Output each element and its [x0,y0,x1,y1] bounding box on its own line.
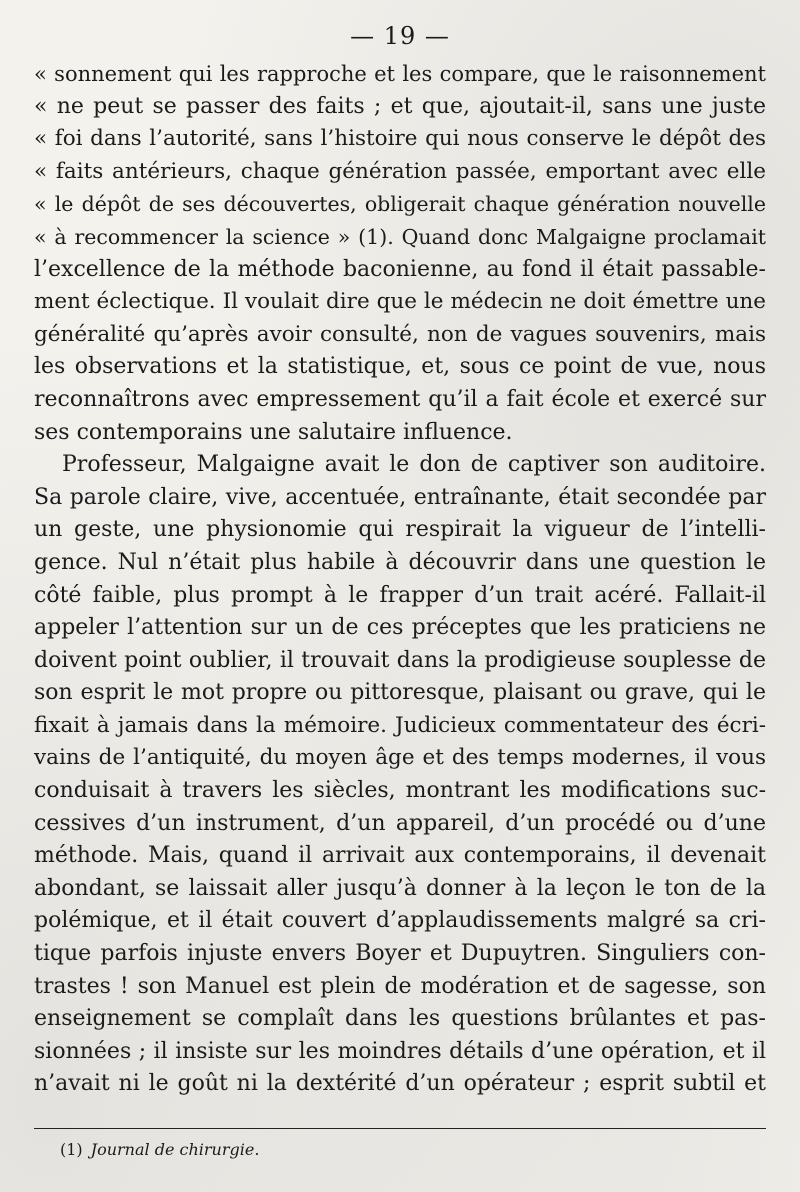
text-line: « le dépôt de ses découvertes, obligerait chaque génération nouvelle [34,192,766,217]
text-line: ses contemporains une salutaire influence. [34,419,513,445]
text-line: les observations et la statistique, et, sous ce point de vue, nous [34,354,766,380]
text-line: n’avait ni le goût ni la dextérité d’un opérateur ; esprit subtil et [34,1071,766,1097]
footnote-divider [34,1128,766,1129]
text-line: son esprit le mot propre ou pittoresque, plaisant ou grave, qui le [34,680,766,706]
text-line: doivent point oublier, il trouvait dans la prodigieuse souplesse de [34,647,766,673]
text-line: gence. Nul n’était plus habile à découvrir dans une question le [34,549,766,575]
text-line: sionnées ; il insiste sur les moindres détails d’une opération, et il [34,1038,766,1064]
text-line: trastes ! son Manuel est plein de modération et de sagesse, son [34,973,766,999]
text-line: un geste, une physionomie qui respirait la vigueur de l’intelli- [34,517,766,543]
text-line: enseignement se complaît dans les questions brûlantes et pas- [34,1006,766,1032]
text-line: cessives d’un instrument, d’un appareil, d’un procédé ou d’une [34,810,766,836]
footnote-text: Journal de chirurgie. [90,1140,260,1159]
footnote-ref: (1) [60,1140,83,1159]
text-line: « à recommencer la science » (1). Quand donc Malgaigne proclamait [34,224,766,249]
paragraph-2 [34,449,766,1101]
text-line: reconnaîtrons avec empressement qu’il a fait école et exercé sur [34,386,766,412]
body-text [34,58,766,1101]
paragraph-1 [34,58,766,449]
text-line: abondant, se laissait aller jusqu’à donner à la leçon le ton de la [34,875,766,901]
page-number: — 19 — [350,22,450,50]
text-line: l’excellence de la méthode baconienne, au fond il était passable- [34,256,766,282]
text-line: appeler l’attention sur un de ces préceptes que les praticiens ne [34,615,766,641]
text-line: généralité qu’après avoir consulté, non de vagues souvenirs, mais [34,321,766,347]
text-line: côté faible, plus prompt à le frapper d’un trait acéré. Fallait-il [34,582,766,608]
text-line: « foi dans l’autorité, sans l’histoire qui nous conserve le dépôt des [34,126,766,152]
text-line: Sa parole claire, vive, accentuée, entraînante, était secondée par [34,484,766,510]
text-line: conduisait à travers les siècles, montrant les modifications suc- [34,778,766,804]
text-line: « faits antérieurs, chaque génération passée, emportant avec elle [34,158,766,184]
text-line: méthode. Mais, quand il arrivait aux contemporains, il devenait [34,843,766,869]
text-line: « ne peut se passer des faits ; et que, ajoutait-il, sans une juste [34,93,766,119]
text-line: fixait à jamais dans la mémoire. Judicieux commentateur des écri- [34,712,766,738]
text-line: Professeur, Malgaigne avait le don de captiver son auditoire. [62,452,766,478]
text-line: ment éclectique. Il voulait dire que le médecin ne doit émettre une [34,289,766,315]
footnote [60,1140,259,1159]
text-line: polémique, et il était couvert d’applaudissements malgré sa cri- [34,908,766,934]
text-line: vains de l’antiquité, du moyen âge et des temps modernes, il vous [34,745,766,771]
text-line: « sonnement qui les rapproche et les compare, que le raisonnement [34,62,766,86]
text-line: tique parfois injuste envers Boyer et Dupuytren. Singuliers con- [34,941,766,967]
